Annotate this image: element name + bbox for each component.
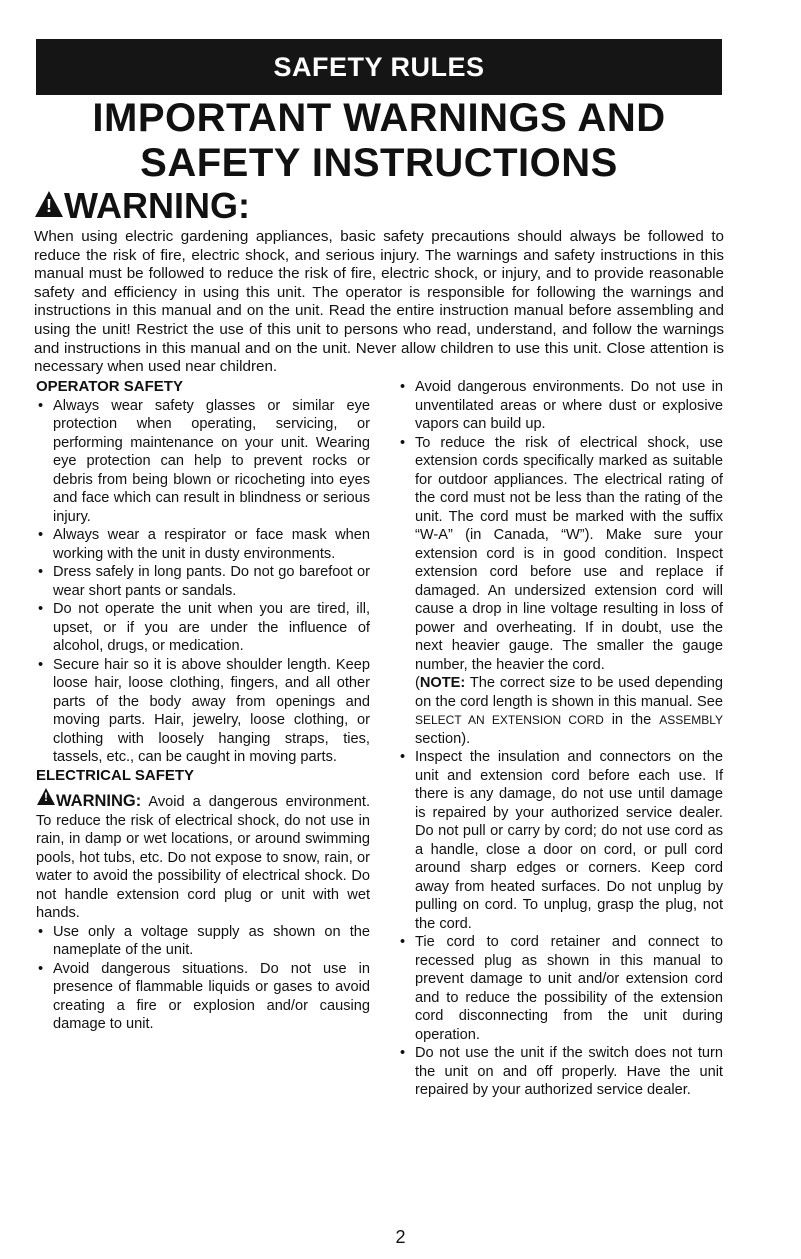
warning-heading bbox=[34, 186, 250, 226]
note-reference: ASSEMBLY bbox=[659, 713, 723, 727]
note-text: The correct size to be used depending on the cord length is shown in this manual. See bbox=[415, 675, 723, 710]
note-text: in the bbox=[603, 712, 660, 728]
right-column bbox=[398, 378, 723, 1100]
title-line-2: SAFETY INSTRUCTIONS bbox=[140, 141, 618, 185]
title-line-1: IMPORTANT WARNINGS AND bbox=[92, 96, 666, 140]
left-column bbox=[36, 378, 370, 1034]
electrical-warning-label: WARNING: bbox=[56, 792, 142, 810]
electrical-safety-list-continued-2 bbox=[398, 748, 723, 1100]
page-title bbox=[36, 96, 722, 186]
operator-safety-heading: OPERATOR SAFETY bbox=[36, 378, 183, 395]
list-item: • Tie cord to cord retainer and connect to recessed plug as shown in this manual to prevent damage to unit and/or extension cord and to reduce the possibility of the extension cord disconnecting from the unit during operation. bbox=[398, 933, 723, 1044]
list-item: • Always wear safety glasses or similar eye protection when operating, servicing, or performing maintenance on your unit. Wearing eye protection can help to prevent rocks or debris from being blown or ricocheting into eyes and face which can result in blindness or serious injury. bbox=[36, 397, 370, 527]
electrical-warning-text: Avoid a dangerous environment. To reduce the risk of electrical shock, do not use in rain, in damp or wet locations, or around swimming pools, hot tubs, etc. Do not expose to snow, rain, or water to avoid the possibility of electrical shock. Do not handle extension cord plug or unit with wet hands. bbox=[36, 794, 370, 921]
warning-heading-text: WARNING: bbox=[64, 185, 250, 226]
section-banner: SAFETY RULES bbox=[36, 39, 722, 95]
list-item: • Avoid dangerous environments. Do not use in unventilated areas or where dust or explosive vapors can build up. bbox=[398, 378, 723, 434]
electrical-safety-list bbox=[36, 923, 370, 1034]
electrical-warning-paragraph bbox=[36, 787, 370, 923]
warning-triangle-icon: ! bbox=[34, 190, 64, 218]
list-item: • To reduce the risk of electrical shock, use extension cords specifically marked as suitable for outdoor appliances. The electrical rating of the cord must not be less than the rating of the unit. The cord must be marked with the suffix “W-A” (in Canada, “W”). Make sure your extension cord is in good condition. Inspect extension cord before use and replace if damaged. An undersized extension cord will cause a drop in line voltage resulting in loss of power and overheating. If in doubt, use the next heavier gauge. The smaller the gauge number, the heavier the cord. bbox=[398, 434, 723, 675]
list-item: • Dress safely in long pants. Do not go barefoot or wear short pants or sandals. bbox=[36, 563, 370, 600]
operator-safety-list bbox=[36, 397, 370, 767]
list-item: • Do not use the unit if the switch does not turn the unit on and off properly. Have the unit repaired by your authorized service dealer. bbox=[398, 1044, 723, 1100]
note-text: section). bbox=[415, 730, 471, 747]
list-item: • Always wear a respirator or face mask when working with the unit in dusty environments. bbox=[36, 526, 370, 563]
electrical-safety-list-continued bbox=[398, 378, 723, 674]
note-open-paren: ( bbox=[415, 675, 420, 691]
list-item: • Avoid dangerous situations. Do not use in presence of flammable liquids or gases to avoid creating a fire or explosion and/or causing damage to unit. bbox=[36, 960, 370, 1034]
intro-paragraph: When using electric gardening appliances, basic safety precautions should always be followed to reduce the risk of fire, electric shock, and serious injury. The warnings and safety instructions in this manual must be followed to reduce the risk of fire, electric shock, or injury, and to provide reasonable safety and efficiency in using this unit. The operator is responsible for following the warnings and instructions in this manual and on the unit. Read the entire instruction manual before assembling and using the unit! Restrict the use of this unit to persons who read, understand, and follow the warnings and instructions in this manual and on the unit. Never allow children to use this unit. Close attention is necessary when used near children. bbox=[34, 228, 724, 376]
list-item: • Inspect the insulation and connectors on the unit and extension cord before each use. If there is any damage, do not use until damage is repaired by your authorized service dealer. Do not pull or carry by cord; do not use cord as a handle, close a door on cord, or pull cord around sharp edges or corners. Keep cord away from heated surfaces. Do not unplug by pulling on cord. To unplug, grasp the plug, not the cord. bbox=[398, 748, 723, 933]
electrical-safety-heading: ELECTRICAL SAFETY bbox=[36, 766, 195, 784]
warning-triangle-icon: ! bbox=[36, 787, 56, 806]
note-label: NOTE: bbox=[419, 675, 466, 691]
list-item: • Use only a voltage supply as shown on the nameplate of the unit. bbox=[36, 923, 370, 960]
note-reference: SELECT AN EXTENSION CORD bbox=[415, 713, 604, 727]
note-paragraph bbox=[398, 674, 723, 748]
page-number: 2 bbox=[395, 1227, 406, 1247]
list-item: • Secure hair so it is above shoulder length. Keep loose hair, loose clothing, fingers, and all other parts of the body away from openings and moving parts. Hair, jewelry, loose clothing, or clothing with loosely hanging straps, ties, tassels, etc., can be caught in moving parts. bbox=[36, 656, 370, 767]
list-item: • Do not operate the unit when you are tired, ill, upset, or if you are under the influence of alcohol, drugs, or medication. bbox=[36, 600, 370, 656]
